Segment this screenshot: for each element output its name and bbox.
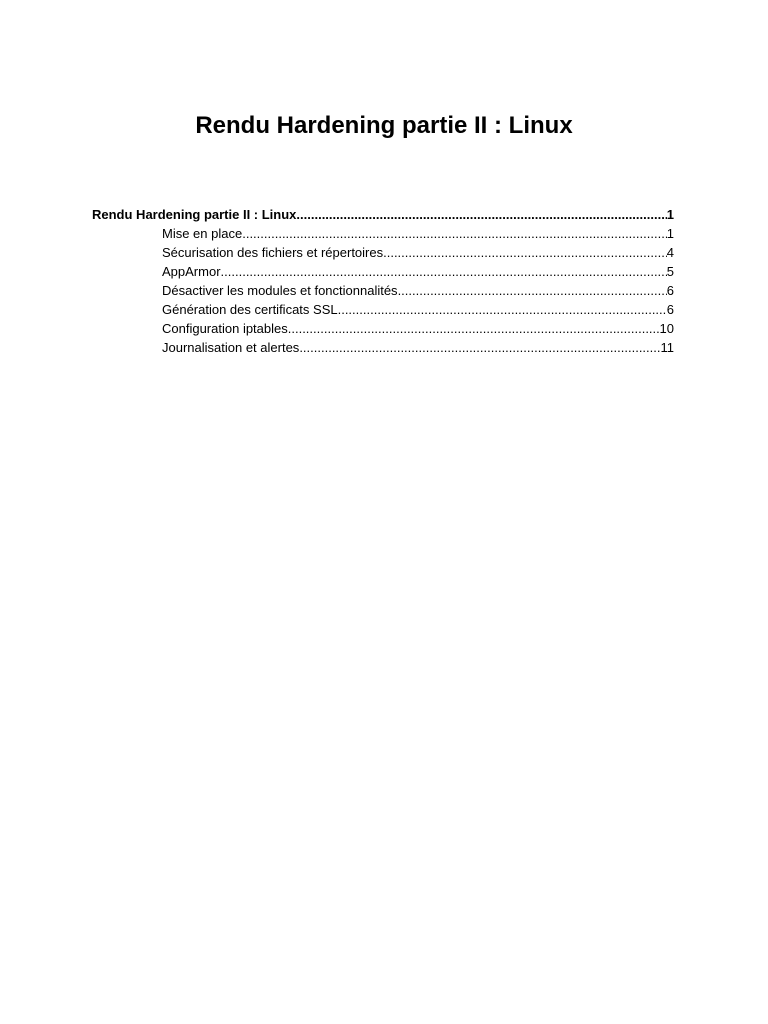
toc-leader-dots: [221, 262, 667, 281]
toc-entry-label: Génération des certificats SSL: [162, 302, 338, 317]
toc-leader-dots: [338, 300, 667, 319]
toc-leader-dots: [299, 338, 660, 357]
toc-entry-label: Configuration iptables: [162, 321, 288, 336]
toc-entry-page: 6: [666, 283, 674, 298]
toc-entry[interactable]: [92, 243, 674, 262]
toc-entry-label: Journalisation et alertes: [162, 340, 300, 355]
table-of-contents: [92, 205, 674, 357]
toc-entry[interactable]: [92, 300, 674, 319]
toc-leader-dots: [383, 243, 667, 262]
toc-entry-page: 6: [666, 302, 674, 317]
toc-entry-page: 1: [666, 226, 674, 241]
document-title: Rendu Hardening partie II : Linux: [195, 112, 573, 139]
toc-entry[interactable]: [92, 338, 674, 357]
toc-entry[interactable]: [92, 224, 674, 243]
toc-leader-dots: [242, 224, 667, 243]
toc-entry-page: 1: [666, 207, 674, 222]
toc-entry-page: 4: [666, 245, 674, 260]
toc-entry[interactable]: [92, 319, 674, 338]
toc-leader-dots: [398, 281, 667, 300]
toc-entry-label: Sécurisation des fichiers et répertoires: [162, 245, 384, 260]
toc-entry[interactable]: [92, 262, 674, 281]
toc-entry-label: Désactiver les modules et fonctionnalités: [162, 283, 398, 298]
toc-entry-page: 11: [660, 340, 674, 355]
toc-entry[interactable]: [92, 205, 674, 224]
toc-entry-label: Mise en place: [162, 226, 243, 241]
toc-entry-label: Rendu Hardening partie II : Linux: [92, 207, 297, 222]
toc-entry-page: 10: [659, 321, 674, 336]
toc-leader-dots: [288, 319, 660, 338]
toc-entry[interactable]: [92, 281, 674, 300]
toc-entry-page: 5: [666, 264, 674, 279]
toc-entry-label: AppArmor: [162, 264, 221, 279]
toc-leader-dots: [296, 205, 666, 224]
